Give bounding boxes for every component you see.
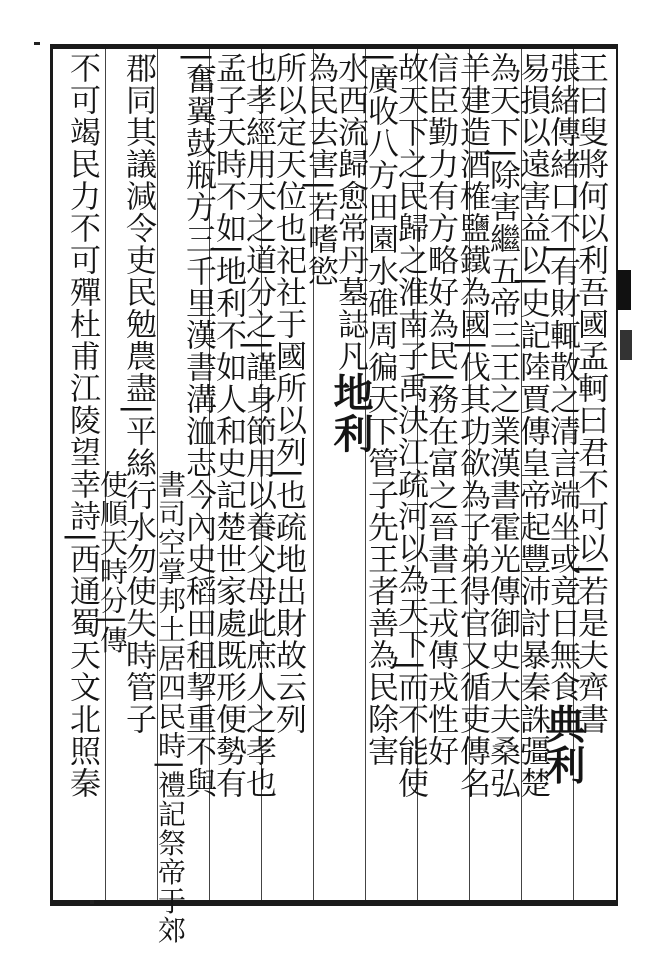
page-edge-mark [620,330,632,360]
text-column-2: 張緒傳緒口不|有財輒散之清言端坐或竟日無食典利 [539,52,586,786]
text-column-6: 信臣勤力有方略好為民|務在富之晉書王戎傳戎性好 [422,52,458,768]
text-column-14: |奮翼鼓瓶方三千里漢書溝洫志今內史稻田租挈重不與 [180,52,216,800]
text-column-15: 郡同其議減令吏民勉農盡|平絲行水勿使失時管子 [120,52,156,736]
text-column-5: 羊建造酒榷鹽鐵為國|伐其功欲為子弟得官又循吏傳名 [454,52,490,800]
section-heading: 典利 [539,703,586,786]
ink-speck [34,42,40,45]
text-column-4: 為天下|除害繼五帝三王之業漢書霍光傳御史大夫桑弘 [484,52,520,800]
text-column-11: 所以定天位也祀社于國所以列|也疏地出財故云列 [270,52,306,736]
text-column-12: 也孝經用天之道分之|謹身節用以養父母此庶人之孝也 [240,52,276,800]
text-column-3: 易損以遠害益以|史記陸賈傳皇帝起豐沛討暴秦誅彊楚 [514,52,550,800]
text-column-7: 故天下之民歸之淮南子禹決江疏河以為天下|而不能使 [392,52,428,800]
text-column-10: 為民去害|若嗜慾 [302,52,338,288]
text-column-9: 水西流歸愈常丹墓誌凡地利 [327,52,374,454]
text-column-8: |廣收八方田園水碓周徧天下管子先王者善為民除害 [362,52,398,768]
text-column-13: 孟子天時不如|地利不如人和史記楚世家處既形便勢有 [210,52,246,800]
section-heading: 地利 [327,372,374,454]
page-edge-mark [617,270,631,310]
annotation-column: 書司空掌邦土居四民時|禮記祭帝于郊 [154,470,187,945]
ink-speck [90,900,94,904]
text-column-1: 王曰叟將何以利吾國孟軻曰君不可以|若是夫齊書 [572,52,608,736]
text-column-16: 不可竭民力不可殫杜甫江陵望幸詩|西通蜀天文北照秦 [64,52,100,800]
annotation-column: 使順天時分|傳 [96,470,129,655]
